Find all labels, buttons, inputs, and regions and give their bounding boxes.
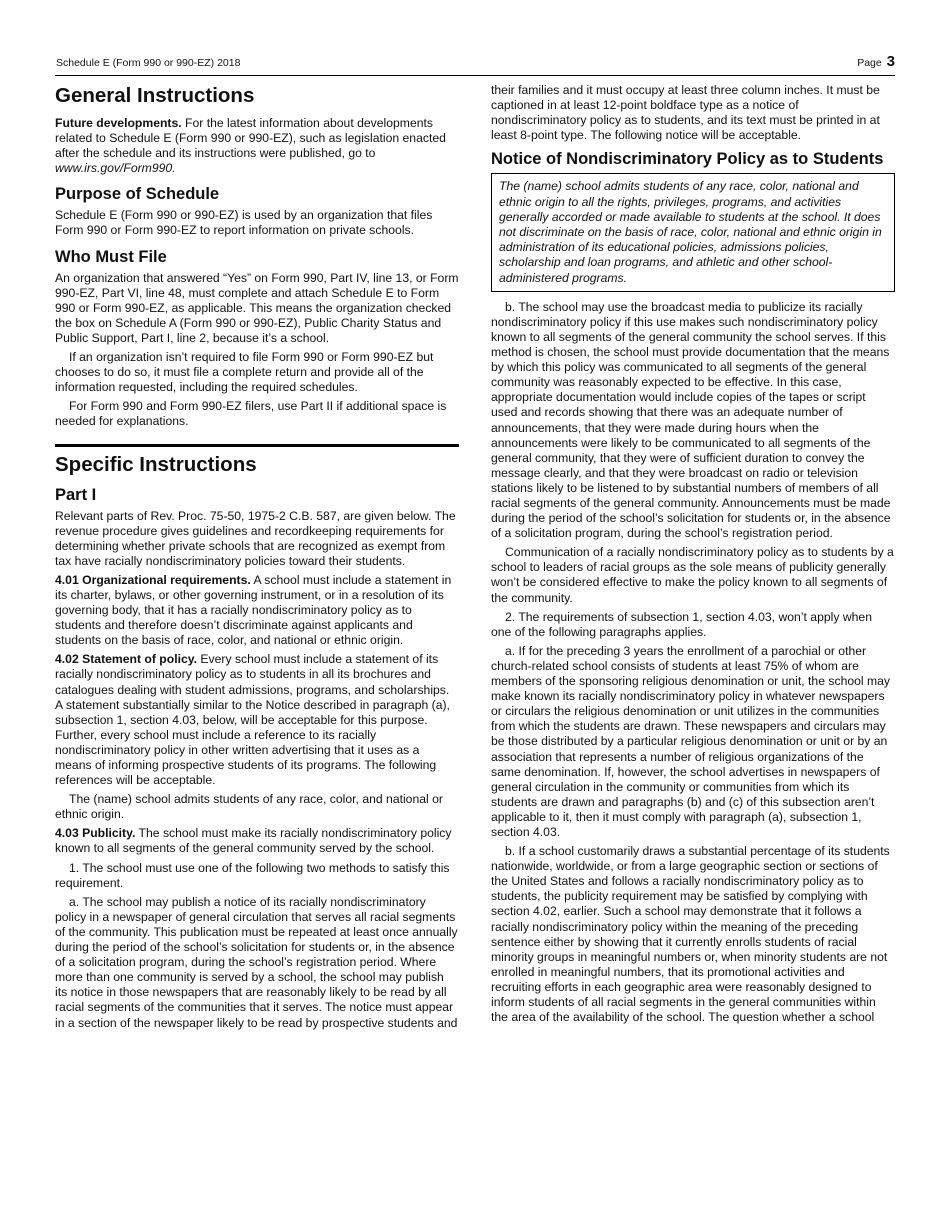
paragraph-2: 2. The requirements of subsection 1, section 4.03, won’t apply when one of the following paragraphs applies. [491, 609, 872, 639]
specific-instructions-heading: Specific Instructions [55, 452, 257, 476]
who-must-file-paragraph-2: If an organization isn’t required to file Form 990 or Form 990-EZ but chooses to do so, it must file a complete return and provide all of the information requested, including the required schedules. [55, 350, 434, 395]
page-number: 3 [886, 53, 895, 70]
page-header [55, 53, 895, 76]
part-1-heading: Part I [55, 485, 97, 504]
paragraph-communication: Communication of a racially nondiscriminatory policy as to students by a school to leaders of racial groups as the sole means of publicity generally won’t be considered effective to make the policy known to all segments of the community. [491, 545, 894, 605]
section-403-paragraph: 4.03 Publicity. The school must make its racially nondiscriminatory policy known to all segments of the general community served by the school. [55, 826, 452, 856]
notice-heading: Notice of Nondiscriminatory Policy as to Students [491, 150, 884, 169]
right-column [491, 83, 895, 1029]
section-divider [55, 444, 459, 447]
section-402-reference: The (name) school admits students of any race, color, and national or ethnic origin. [55, 792, 443, 822]
paragraph-2b: b. If a school customarily draws a substantial percentage of its students nationwide, worldwide, or from a large geographic section or sections of the United States and follows a racially nondiscriminatory policy as to students, the publicity requirement may be satisfied by complying with section 4.02, earlier. Such a school may demonstrate that it follows a racially nondiscriminatory policy within the meaning of the preceding sentence either by showing that it currently enrolls students of racial minority groups in meaningful numbers or, when minority students are not enrolled in meaningful numbers, that its promotional activities and recruiting efforts in each geographic area were reasonably designed to inform students of all racial segments in the general communities within the area of the availability of the school. The question whether a school [491, 844, 890, 1025]
section-402-paragraph: 4.02 Statement of policy. Every school must include a statement of its racially nondiscriminatory policy as to students in all its brochures and catalogues dealing with student admissions, programs, and scholarships. A statement substantially similar to the Notice described in paragraph (a), subsection 1, section 4.03, below, will be acceptable for this purpose. Further, every school must include a reference to its racially nondiscriminatory policy in other written advertising that it uses as a means of informing prospective students of its programs. The following references will be acceptable. [55, 652, 450, 788]
paragraph-2a: a. If for the preceding 3 years the enrollment of a parochial or other church-related school consists of students at least 75% of whom are members of the sponsoring religious denomination or unit, the school may make known its racially nondiscriminatory policy in whatever newspapers or circulars the religious denomination or unit utilizes in the communities from which the students are drawn. These newspapers and circulars may be those distributed by a particular religious denomination or unit or by an association that represents a number of religious organizations of the same denomination. If, however, the school advertises in newspapers of general circulation in the community or communities from which its students are drawn and paragraphs (b) and (c) of this subsection aren’t applicable to it, then it must comply with paragraph (a), subsection 1, section 4.03. [491, 643, 891, 839]
page-number-label: Page 3 [857, 53, 895, 70]
future-developments-paragraph: Future developments. For the latest information about developments related to Schedule E (Form 990 or 990-EZ), such as legislation enacted after the schedule and its instructions were published, go to www.irs.gov/Form990. [55, 116, 446, 176]
who-must-file-paragraph-3: For Form 990 and Form 990-EZ filers, use Part II if additional space is needed for explanations. [55, 399, 447, 429]
paragraph-b-broadcast: b. The school may use the broadcast media to publicize its racially nondiscriminatory policy if this use makes such nondiscriminatory policy known to all segments of the general community the school serves. If this method is chosen, the school must provide documentation that the means by which this policy was communicated to all segments of the general community was reasonably expected to be effective. In this case, appropriate documentation would include copies of the tapes or script used and records showing that there was an adequate number of announcements, that they were made during hours when the announcements were likely to be communicated to all segments of the general community, that they were of sufficient duration to convey the message clearly, and that they were broadcast on radio or television stations likely to be listened to by substantial numbers of members of all racial segments of the general community. Announcements must be made during the period of the school’s solicitation for students or, in the absence of a solicitation program, during the school’s registration period. [491, 299, 891, 541]
who-must-file-heading: Who Must File [55, 247, 167, 266]
part-1-intro: Relevant parts of Rev. Proc. 75-50, 1975-2 C.B. 587, are given below. The revenue procedure gives guidelines and recordkeeping requirements for determining whether private schools that are recognized as exempt from tax have racially nondiscriminatory policies toward their students. [55, 508, 456, 568]
form-title: Schedule E (Form 990 or 990-EZ) 2018 [56, 57, 241, 69]
irs-link[interactable]: www.irs.gov/Form990. [55, 161, 176, 176]
continued-paragraph: their families and it must occupy at least three column inches. It must be captioned in at least 12-point boldface type as a notice of nondiscriminatory policy as to students, and its text must be printed in at least 8-point type. The following notice will be acceptable. [491, 83, 880, 143]
who-must-file-paragraph-1: An organization that answered “Yes” on Form 990, Part IV, line 13, or Form 990-EZ, Part VI, line 48, must complete and attach Schedule E to Form 990 or Form 990-EZ, as applicable. This means the organization checked the box on Schedule A (Form 990 or 990-EZ), Public Charity Status and Public Support, Part I, line 2, because it’s a school. [55, 270, 459, 345]
purpose-heading: Purpose of Schedule [55, 185, 220, 204]
purpose-paragraph: Schedule E (Form 990 or 990-EZ) is used by an organization that files Form 990 or Form 990-EZ to report information on private schools. [55, 208, 433, 238]
left-column [55, 80, 459, 1035]
section-403-item-1a: a. The school may publish a notice of its racially nondiscriminatory policy in a newspaper of general circulation that serves all racial segments of the community. This publication must be repeated at least once annually during the period of the school’s solicitation for students or, in the absence of a solicitation program, during the school’s registration period. Where more than one community is served by a school, the school may publish its notice in those newspapers that are reasonably likely to be read by all racial segments of the communities that it serves. The notice must appear in a section of the newspaper likely to be read by prospective students and [55, 894, 458, 1030]
section-403-item-1: 1. The school must use one of the following two methods to satisfy this requirement. [55, 860, 450, 890]
notice-box: The (name) school admits students of any race, color, national and ethnic origin to all the rights, privileges, programs, and activities generally accorded or made available to students at the school. It does not discriminate on the basis of race, color, national and ethnic origin in administration of its educational policies, admissions policies, scholarship and loan programs, and athletic and other school-administered programs. [491, 173, 895, 291]
general-instructions-heading: General Instructions [55, 84, 255, 107]
section-401-paragraph: 4.01 Organizational requirements. A school must include a statement in its charter, bylaws, or other governing instrument, or in a resolution of its governing body, that it has a racially nondiscriminatory policy as to students and therefore doesn’t discriminate against applicants and students on the basis of race, color, and national or ethnic origin. [55, 572, 452, 648]
